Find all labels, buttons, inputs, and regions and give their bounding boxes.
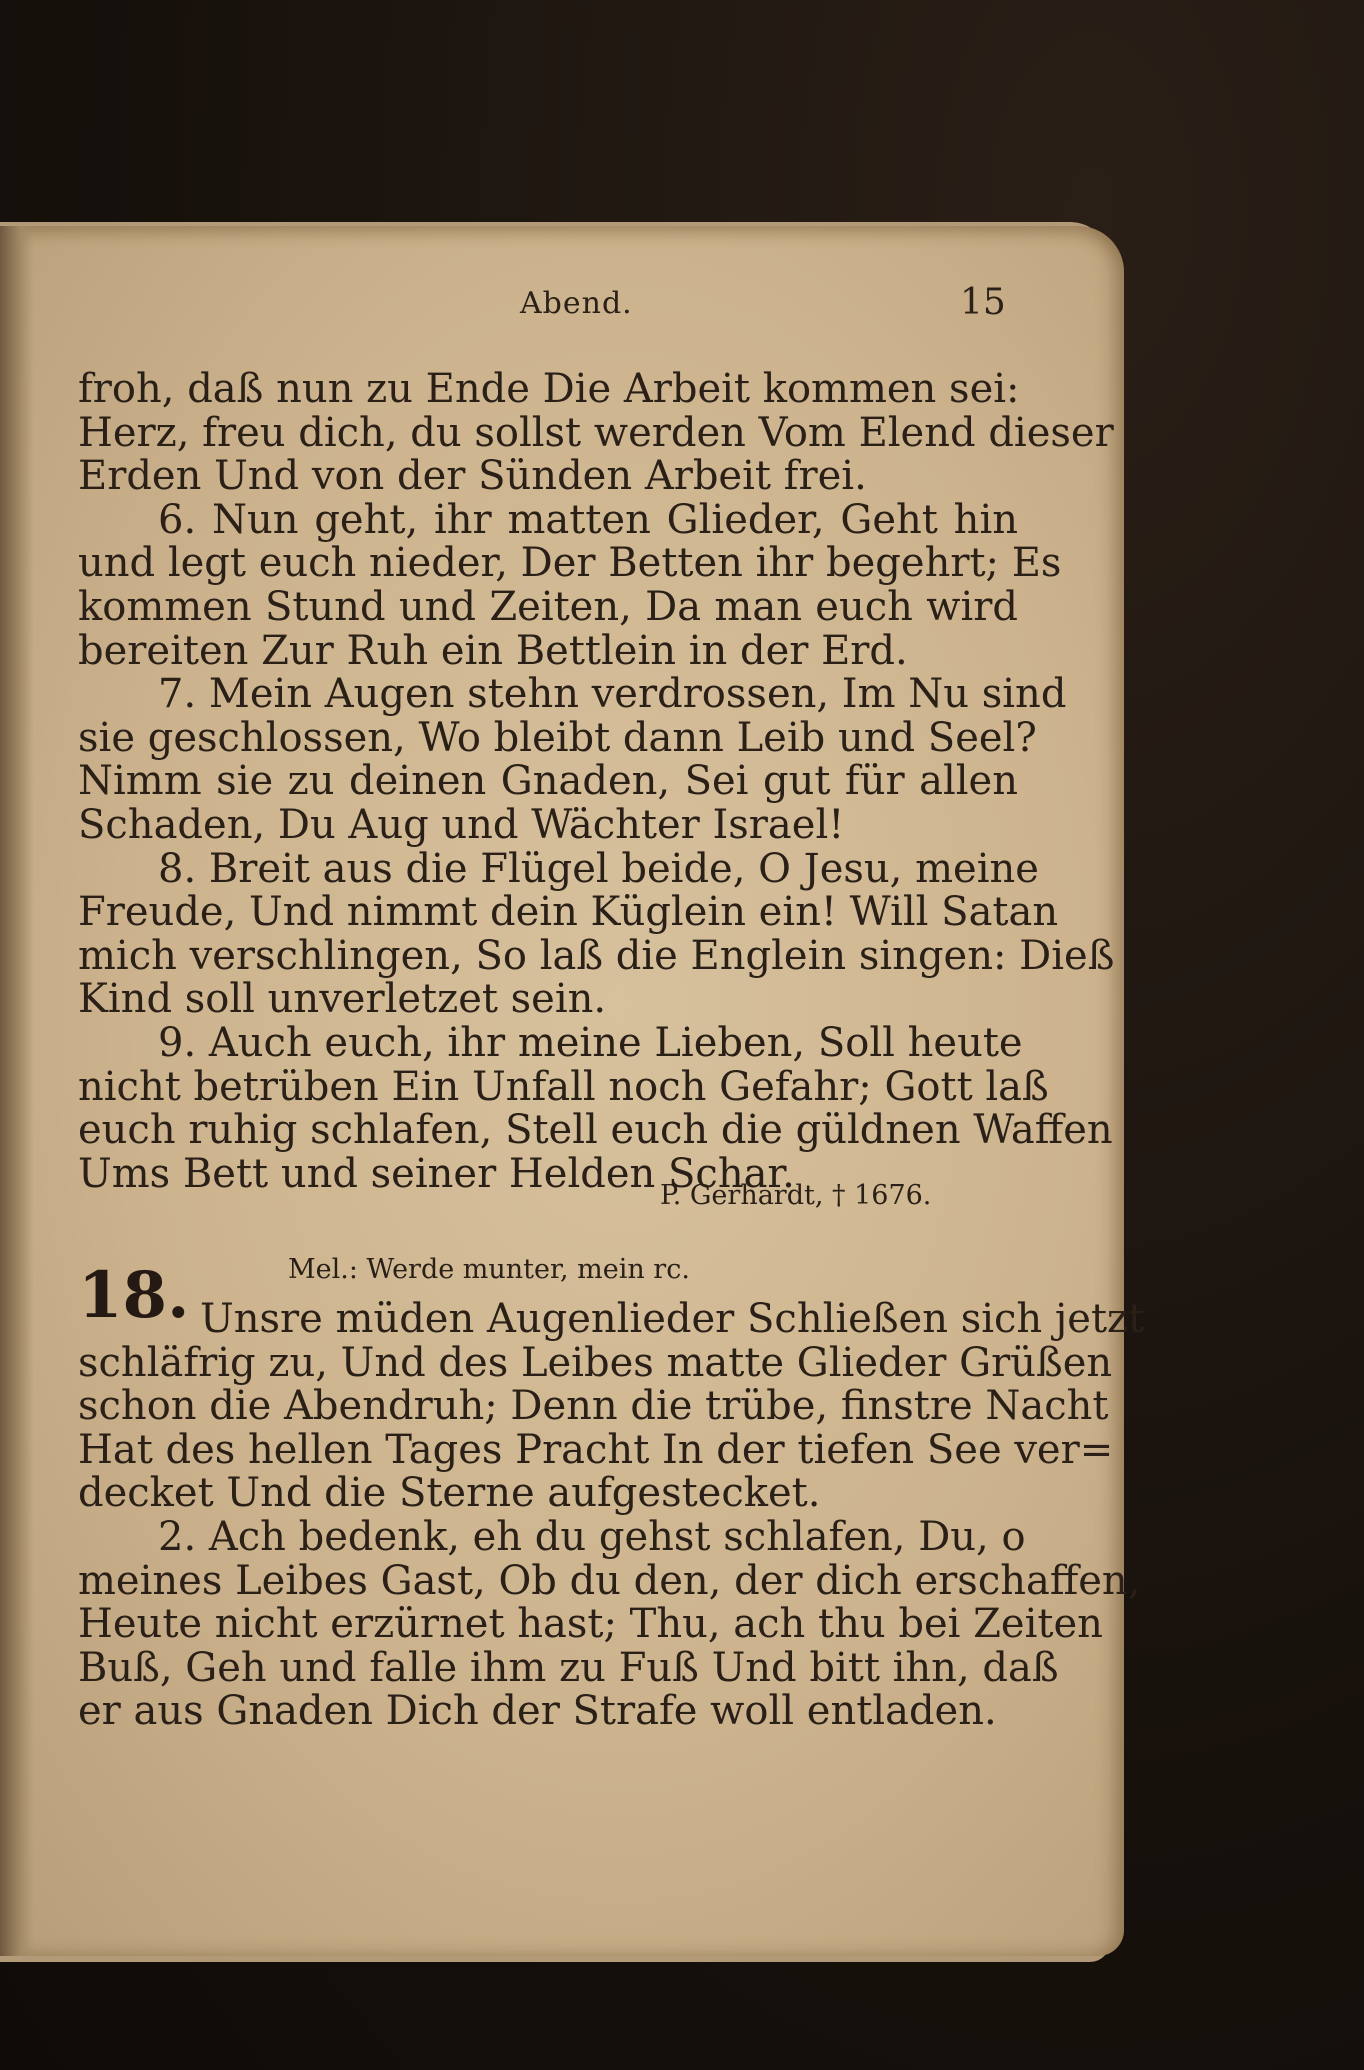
- text-line: Hat des hellen Tages Pracht In der tiefen See ver=: [78, 1426, 1114, 1473]
- text-line: mich verschlingen, So laß die Englein singen: Dieß: [78, 932, 1115, 979]
- running-head: [0, 282, 1124, 336]
- text-line: Nimm sie zu deinen Gnaden, Sei gut für allen: [78, 758, 1018, 805]
- text-line: Kind soll unverletzet sein.: [78, 976, 607, 1023]
- text-line: Schaden, Du Aug und Wächter Israel!: [78, 801, 845, 848]
- hymn-18-text: [78, 1296, 1145, 1735]
- author-attribution: P. Gerhardt, † 1676.: [660, 1180, 932, 1211]
- melody-line: Mel.: Werde munter, mein rc.: [288, 1254, 690, 1285]
- text-line: 8. Breit aus die Flügel beide, O Jesu, meine: [158, 845, 1039, 892]
- text-line: 9. Auch euch, ihr meine Lieben, Soll heute: [158, 1019, 1023, 1066]
- text-line: Heute nicht erzürnet hast; Thu, ach thu bei Zeiten: [78, 1601, 1103, 1648]
- text-line: Freude, Und nimmt dein Küglein ein! Will Satan: [78, 889, 1059, 936]
- text-line: kommen Stund und Zeiten, Da man euch wird: [78, 583, 1018, 630]
- text-line: er aus Gnaden Dich der Strafe woll entladen.: [78, 1688, 997, 1735]
- text-line: 6. Nun geht, ihr matten Glieder, Geht hin: [158, 496, 1018, 543]
- text-line: meines Leibes Gast, Ob du den, der dich erschaffen,: [78, 1557, 1141, 1604]
- text-line: und legt euch nieder, Der Betten ihr begehrt; Es: [78, 540, 1062, 587]
- text-line: Buß, Geh und falle ihm zu Fuß Und bitt ihn, daß: [78, 1644, 1059, 1691]
- text-line: euch ruhig schlafen, Stell euch die güldnen Waffen: [78, 1107, 1113, 1154]
- text-line: 2. Ach bedenk, eh du gehst schlafen, Du, o: [158, 1513, 1026, 1560]
- text-line: sie geschlossen, Wo bleibt dann Leib und Seel?: [78, 714, 1037, 761]
- text-line: decket Und die Sterne aufgestecket.: [78, 1470, 821, 1517]
- text-line: Ums Bett und seiner Helden Schar.: [78, 1150, 795, 1197]
- text-line: bereiten Zur Ruh ein Bettlein in der Erd.: [78, 627, 908, 674]
- text-line: schon die Abendruh; Denn die trübe, finstre Nacht: [78, 1383, 1109, 1430]
- text-line: Unsre müden Augenlieder Schließen sich jetzt: [200, 1296, 1145, 1342]
- text-line: nicht betrüben Ein Unfall noch Gefahr; Gott laß: [78, 1063, 1049, 1110]
- book-gutter: [0, 226, 34, 1956]
- text-line: 7. Mein Augen stehn verdrossen, Im Nu sind: [158, 671, 1067, 718]
- text-line: schläfrig zu, Und des Leibes matte Glieder Grüßen: [78, 1339, 1113, 1386]
- hymn-number: 18.: [78, 1258, 190, 1333]
- hymn-17-continuation: [78, 366, 1115, 1197]
- text-line: Herz, freu dich, du sollst werden Vom Elend dieser: [78, 409, 1114, 456]
- text-line: froh, daß nun zu Ende Die Arbeit kommen sei:: [78, 366, 1020, 412]
- running-head-title: Abend.: [520, 286, 633, 321]
- text-line: Erden Und von der Sünden Arbeit frei.: [78, 453, 867, 500]
- page-number: 15: [960, 282, 1006, 323]
